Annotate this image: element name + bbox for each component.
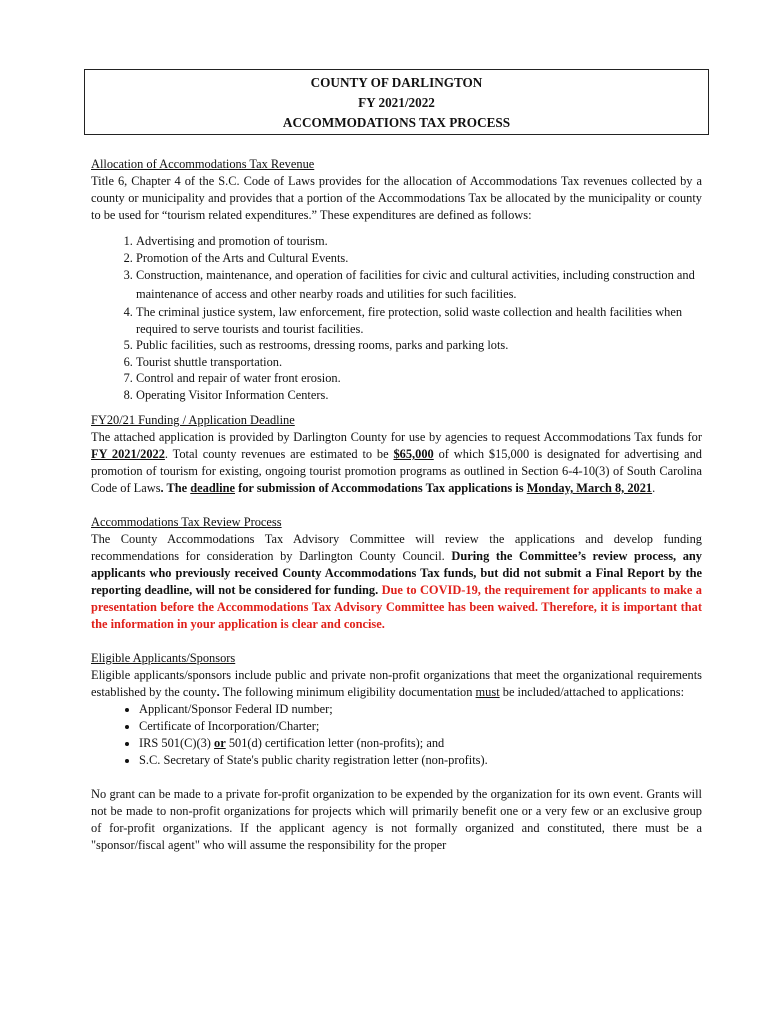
eligible-heading: Eligible Applicants/Sponsors: [91, 651, 236, 665]
list-item: • Applicant/Sponsor Federal ID number;: [139, 701, 702, 718]
closing-text: No grant can be made to a private for-profit organization to be expended by the organization for its own event. Grants will not be made to non-profit organizations for projects which will primarily benefit one or a very few or an exclusive group of for-profit organizations. If the applicant agency is not formally organized and constituted, there must be a "sponsor/fiscal agent" who will assume the responsibility for the proper: [91, 787, 702, 852]
list-item: 1. Advertising and promotion of tourism.: [136, 233, 702, 250]
eligible-text-part: be included/attached to applications:: [499, 685, 685, 699]
documentation-list: [91, 701, 702, 769]
deadline-date: Monday, March 8, 2021: [526, 481, 653, 495]
fiscal-year-value: FY 2021/2022: [91, 447, 165, 461]
title-fiscal-year: FY 2021/2022: [358, 95, 435, 110]
funding-heading: FY20/21 Funding / Application Deadline: [91, 413, 295, 427]
must-word: must: [475, 685, 500, 699]
list-item: 4. The criminal justice system, law enforcement, fire protection, solid waste collection and health facilities when required to serve tourists and tourist facilities.: [136, 304, 702, 337]
funding-text-part: . The: [160, 481, 191, 495]
allocation-heading: Allocation of Accommodations Tax Revenue: [91, 157, 315, 171]
list-item-part: IRS 501(C)(3): [139, 736, 215, 750]
funding-text-part: for submission of Accommodations Tax applications is: [235, 481, 527, 495]
list-item: 8. Operating Visitor Information Centers.: [136, 387, 702, 404]
allocation-text: Title 6, Chapter 4 of the S.C. Code of Laws provides for the allocation of Accommodations Tax revenues collected by a county or municipality and provides that a portion of the Accommodations Tax be allocated by the municipality or county to be used for “tourism related expenditures.” These expenditures are defined as follows:: [91, 174, 702, 222]
title-county: COUNTY OF DARLINGTON: [310, 75, 483, 90]
funding-text-part: The attached application is provided by Darlington County for use by agencies to request Accommodations Tax funds for: [91, 430, 702, 444]
review-text-part: The County Accommodations Tax Advisory Committee will review the applications and develop funding recommendations for consideration by Darlington County Council.: [91, 532, 702, 563]
list-item: 6. Tourist shuttle transportation.: [136, 354, 702, 371]
list-item: 7. Control and repair of water front erosion.: [136, 370, 702, 387]
expenditure-list: [91, 233, 702, 403]
title-box: [84, 69, 709, 135]
list-item: [139, 735, 702, 752]
document-body: [91, 156, 702, 854]
list-item: • S.C. Secretary of State's public charity registration letter (non-profits).: [139, 752, 702, 769]
funding-text: [91, 429, 702, 497]
eligible-text-part: .: [216, 685, 220, 699]
deadline-word: deadline: [190, 481, 236, 495]
review-heading: Accommodations Tax Review Process: [91, 515, 282, 529]
eligible-text-part: The following minimum eligibility documentation: [219, 685, 476, 699]
title-process: ACCOMMODATIONS TAX PROCESS: [282, 115, 511, 130]
funding-text-part: . Total county revenues are estimated to be: [164, 447, 394, 461]
revenue-amount: $65,000: [393, 447, 434, 461]
or-word: or: [214, 736, 226, 750]
funding-text-part: of which $15,000 is designated for advertising and promotion of tourism for existing, ongoing tourist promotion programs as outlined in Section 6-4-10(3) of South Carolina Code of Laws: [91, 447, 702, 495]
list-item: 5. Public facilities, such as restrooms, dressing rooms, parks and parking lots.: [136, 337, 702, 354]
list-item: • Certificate of Incorporation/Charter;: [139, 718, 702, 735]
review-text: [91, 531, 702, 633]
eligible-text-part: Eligible applicants/sponsors include public and private non-profit organizations that meet the organizational requirements established by the county: [91, 668, 702, 699]
covid-notice: Due to COVID-19, the requirement for applicants to make a presentation before the Accommodations Tax Advisory Committee has been waived. Therefore, it is important that the information in your application is clear and concise.: [91, 583, 702, 631]
list-item-part: 501(d) certification letter (non-profits); and: [225, 736, 445, 750]
eligible-text: [91, 667, 702, 701]
funding-text-part: .: [652, 481, 656, 495]
review-warning: During the Committee’s review process, any applicants who previously received County Accommodations Tax funds, but did not submit a Final Report by the reporting deadline, will not be considered for funding.: [91, 549, 702, 597]
list-item: 2. Promotion of the Arts and Cultural Events.: [136, 250, 702, 267]
list-item: 3. Construction, maintenance, and operation of facilities for civic and cultural activities, including construction and maintenance of access and other nearby roads and utilities for such facilities.: [136, 266, 702, 304]
